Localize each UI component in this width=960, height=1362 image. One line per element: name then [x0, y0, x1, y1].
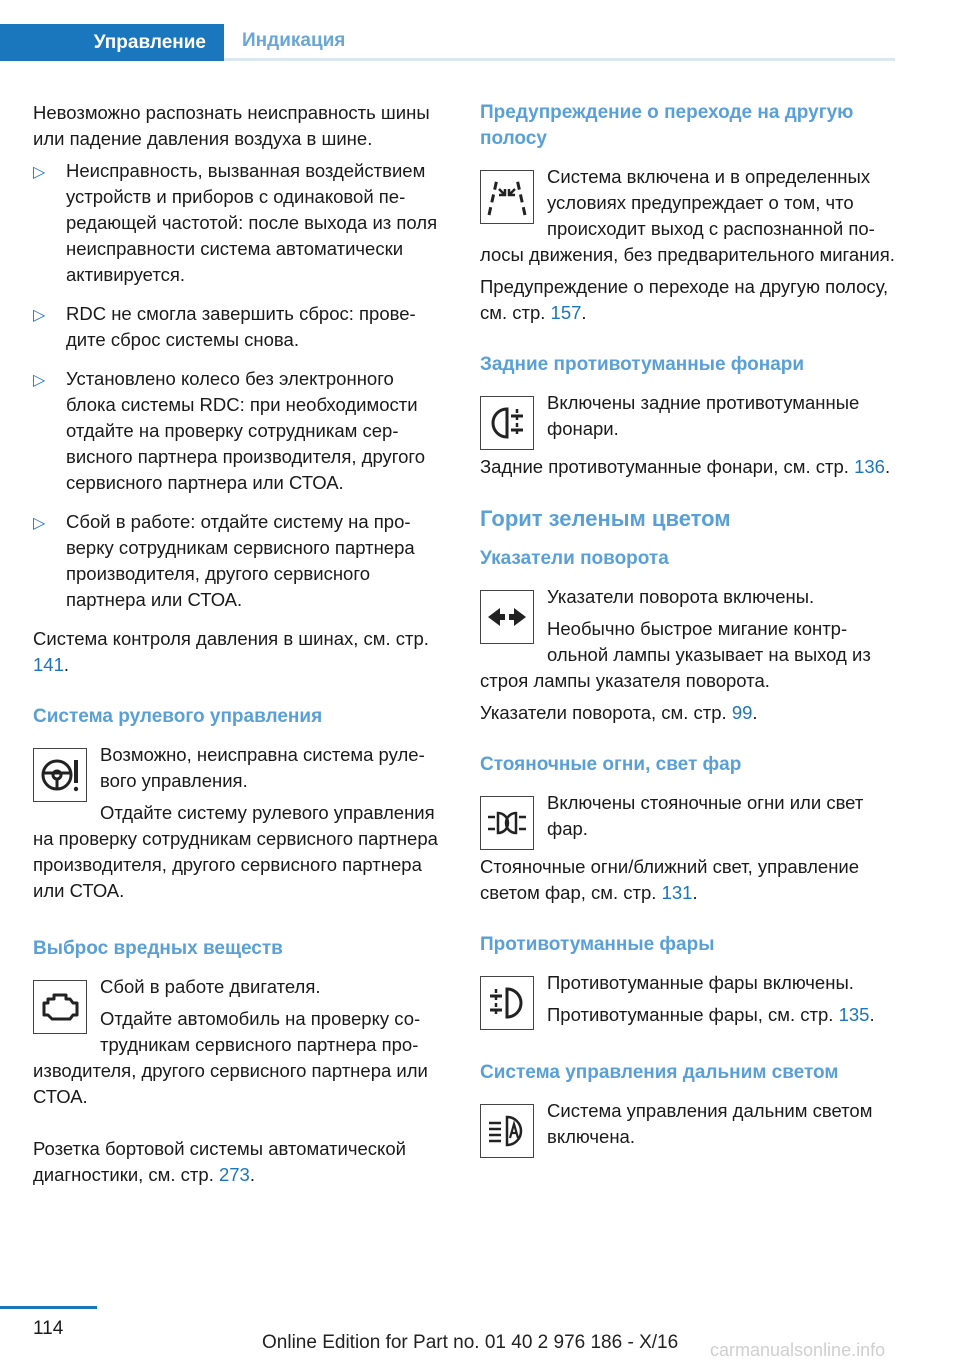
lane-reference: Предупреждение о переходе на другую полосу, см. стр. 157.	[480, 276, 889, 323]
front-fog-light-icon	[480, 976, 534, 1030]
page-link-136[interactable]: 136	[854, 456, 885, 477]
right-column	[480, 100, 895, 1162]
page-link-135[interactable]: 135	[838, 1004, 870, 1025]
footer-accent-line	[0, 1306, 97, 1309]
rear-fog-heading: Задние противотуманные фонари	[480, 354, 805, 375]
parking-block: Включены стояночные огни или свет фар.	[480, 790, 895, 854]
list-item: ▷ RDC не смогла завершить сброс: проведите сброс системы снова.	[33, 303, 416, 350]
watermark: carmanualsonline.info	[710, 1340, 886, 1360]
lane-heading: Предупреждение о переходе на другую полосу	[480, 102, 854, 149]
steering-block: Возможно, неисправна система рулевого управления. Отдайте систему рулевого управления на проверку сотрудникам сервисного партнера производителя, другого сервисного партнера или СТОА.	[33, 744, 438, 901]
turn-signal-icon	[480, 590, 534, 644]
page-link-99[interactable]: 99	[731, 702, 753, 723]
rear-fog-block: Включены задние противотуманные фонари.	[480, 390, 895, 454]
bullet-triangle-icon: ▷	[33, 164, 46, 181]
emission-block: Сбой в работе двигателя. Отдайте автомобиль на проверку сотрудникам сервисного партнера производителя, другого сервисного партнера или СТОА.	[33, 976, 428, 1107]
lane-departure-icon	[480, 170, 534, 224]
obd-reference: Розетка бортовой системы автоматической диагностики, см. стр. 273.	[33, 1138, 406, 1185]
list-item: ▷ Установлено колесо без электронного блока системы RDC: при необходимости отдайте на проверку сотрудникам сервисного партнера производителя, другого сервисного партнера или СТОА.	[33, 368, 426, 493]
tab-indikatsiya[interactable]: Индикация	[224, 24, 895, 61]
page-number: 114	[33, 1318, 64, 1339]
lane-block: Система включена и в определенных условиях предупреждает о том, что происходит выход с распознанной полосы движения, без предварительного мигания.	[480, 166, 895, 265]
bullet-triangle-icon: ▷	[33, 372, 46, 389]
parking-heading: Стояночные огни, свет фар	[480, 754, 742, 775]
page-link-141[interactable]: 141	[33, 654, 64, 675]
high-beam-assist-icon	[480, 1104, 534, 1158]
turn-reference: Указатели поворота, см. стр. 99.	[480, 702, 758, 723]
bullet-triangle-icon: ▷	[33, 307, 46, 324]
turn-block: Указатели поворота включены. Необычно быстрое мигание контрольной лампы указывает на выход из строя лампы указателя поворота.	[480, 586, 871, 691]
edition-note: Online Edition for Part no. 01 40 2 976 186 - X/16	[262, 1332, 679, 1353]
bullet-triangle-icon: ▷	[33, 515, 46, 532]
rear-fog-light-icon	[480, 396, 534, 450]
tpms-reference: Система контроля давления в шинах, см. стр. 141.	[33, 628, 429, 675]
turn-heading: Указатели поворота	[480, 548, 669, 569]
intro-paragraph: Невозможно распознать неисправность шины или падение давления воздуха в шине.	[33, 102, 430, 149]
front-fog-block: Противотуманные фары включены. Противотуманные фары, см. стр. 135.	[480, 970, 895, 1034]
left-column	[33, 100, 448, 1194]
parking-light-icon	[480, 796, 534, 850]
section-tabs	[0, 24, 895, 61]
emission-heading: Выброс вредных веществ	[33, 938, 283, 959]
front-fog-reference: Противотуманные фары, см. стр. 135.	[547, 1004, 875, 1025]
page-link-273[interactable]: 273	[218, 1164, 250, 1185]
green-heading: Горит зеленым цветом	[480, 506, 731, 531]
steering-warning-icon	[33, 748, 87, 802]
high-beam-heading: Система управления дальним светом	[480, 1062, 839, 1083]
high-beam-block: Система управления дальним светом включена.	[480, 1098, 895, 1162]
page-link-157[interactable]: 157	[550, 302, 582, 323]
front-fog-heading: Противотуманные фары	[480, 934, 715, 955]
list-item: ▷ Сбой в работе: отдайте систему на проверку сотрудникам сервисного партнера производителя, другого сервисного партнера или СТОА.	[33, 511, 415, 610]
page-link-131[interactable]: 131	[661, 882, 693, 903]
bullet-list	[33, 158, 448, 613]
engine-icon	[33, 980, 87, 1034]
list-item: ▷ Неисправность, вызванная воздействием устройств и приборов с одинаковой передающей частотой: после выхода из поля неисправности система автоматически активируется.	[33, 160, 438, 285]
steering-heading: Система рулевого управления	[33, 706, 323, 727]
rear-fog-reference: Задние противотуманные фонари, см. стр. 136.	[480, 456, 891, 477]
tab-upravlenie[interactable]: Управление	[0, 24, 224, 61]
parking-reference: Стояночные огни/ближний свет, управление светом фар, см. стр. 131.	[480, 856, 860, 903]
